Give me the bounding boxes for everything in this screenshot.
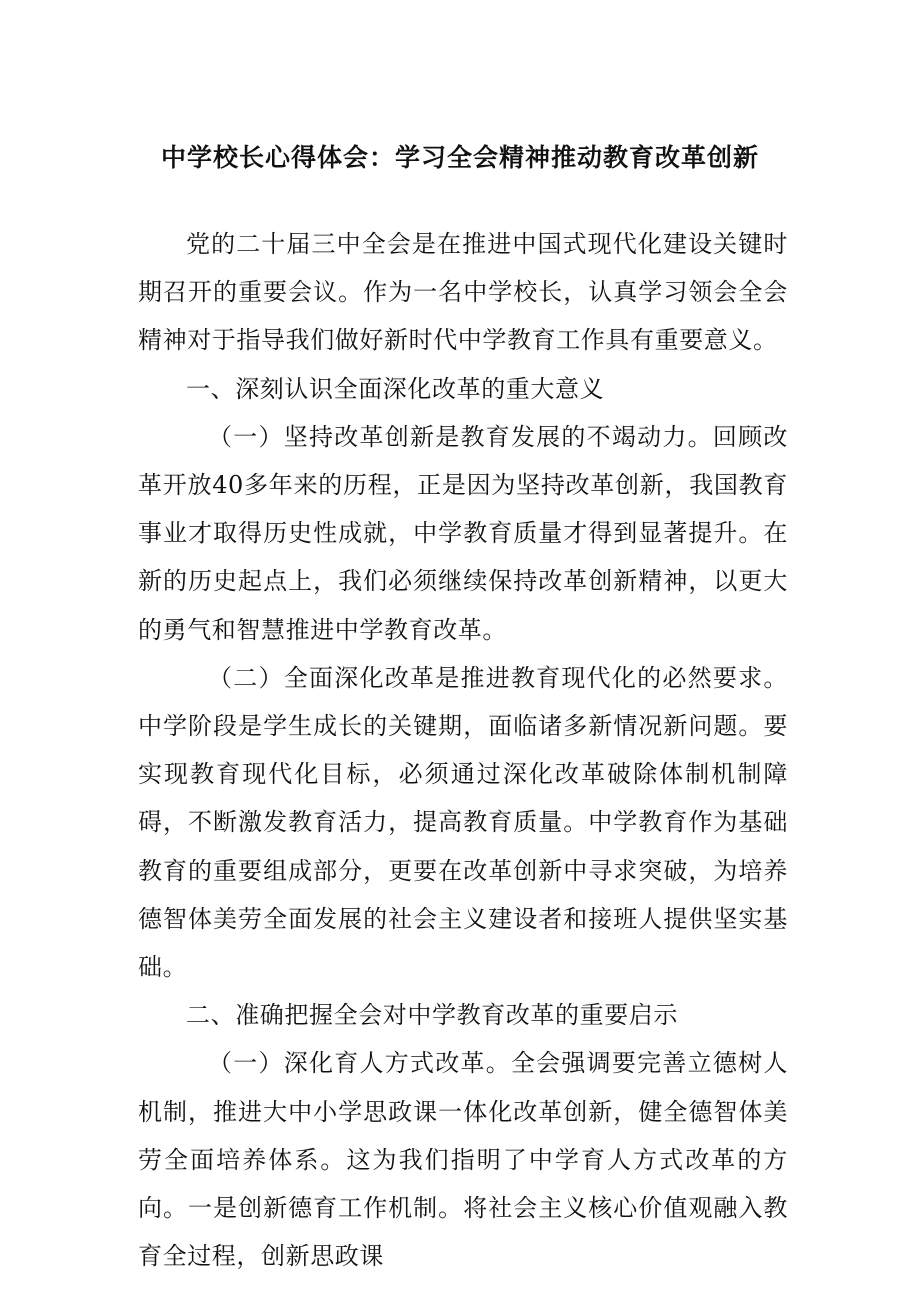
section-heading-2: 二、准确把握全会对中学教育改革的重要启示 <box>186 1001 678 1030</box>
paragraph-intro: 党的二十届三中全会是在推进中国式现代化建设关键时期召开的重要会议。作为一名中学校长，认真学习领会全会精神对于指导我们做好新时代中学教育工作具有重要意义。 <box>138 230 788 355</box>
paragraph-1-1: （一）坚持改革创新是教育发展的不竭动力。回顾改革开放40多年来的历程，正是因为坚持改革创新，我国教育事业才取得历史性成就，中学教育质量才得到显著提升。在新的历史起点上，我们必须继续保持改革创新精神，以更大的勇气和智慧推进中学教育改革。 <box>138 422 788 644</box>
document-body <box>138 220 788 1280</box>
document-title: 中学校长心得体会：学习全会精神推动教育改革创新 <box>160 143 759 172</box>
section-heading-1: 一、深刻认识全面深化改革的重大意义 <box>186 374 605 403</box>
paragraph-1-2: （二）全面深化改革是推进教育现代化的必然要求。中学阶段是学生成长的关键期，面临诸多新情况新问题。要实现教育现代化目标，必须通过深化改革破除体制机制障碍，不断激发教育活力，提高教育质量。中学教育作为基础教育的重要组成部分，更要在改革创新中寻求突破，为培养德智体美劳全面发展的社会主义建设者和接班人提供坚实基础。 <box>138 663 788 982</box>
paragraph-2-1: （一）深化育人方式改革。全会强调要完善立德树人机制，推进大中小学思政课一体化改革创新，健全德智体美劳全面培养体系。这为我们指明了中学育人方式改革的方向。一是创新德育工作机制。将社会主义核心价值观融入教育全过程，创新思政课 <box>138 1049 788 1271</box>
